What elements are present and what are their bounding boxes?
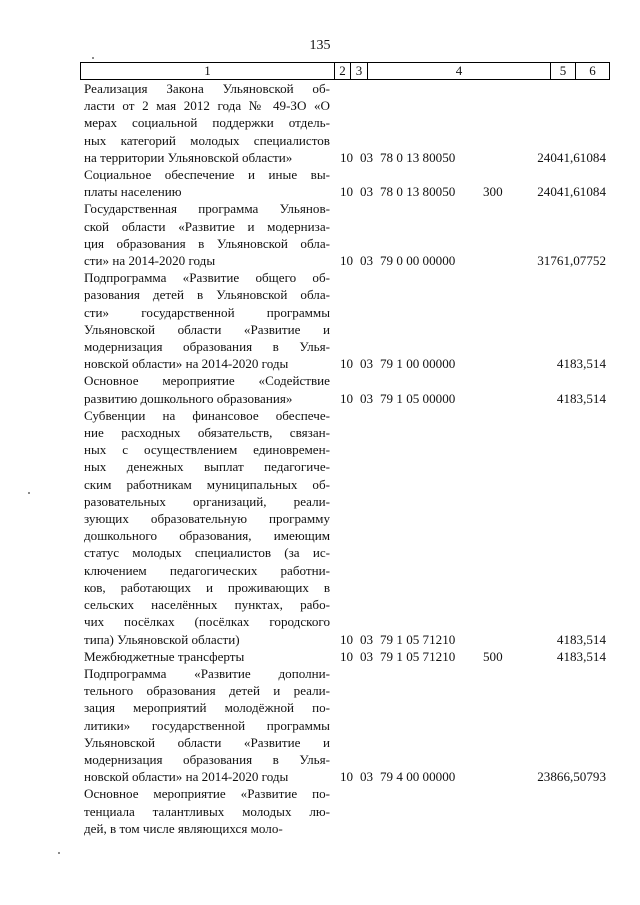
amount: 4183,514: [556, 356, 606, 372]
description-line: ние расходных обязательств, связан-: [84, 425, 330, 441]
description-line: новской области» на 2014-2020 годы: [84, 769, 289, 785]
table-row: [84, 269, 610, 372]
target-article-code: 79 4 00 00000: [380, 769, 456, 785]
table-row: [84, 665, 610, 785]
amount: 23866,50793: [537, 769, 606, 785]
description-line: модернизация образования в Улья-: [84, 339, 330, 355]
header-cell-6: 6: [589, 63, 596, 78]
amount: 4183,514: [556, 631, 606, 647]
description-line: ция образования в Ульяновской обла-: [84, 235, 330, 251]
description-line: сти» государственной программы: [84, 304, 330, 320]
header-cell-2: 2: [335, 63, 351, 79]
section-code: 10: [340, 769, 354, 785]
header-cell-4: 4: [368, 63, 551, 79]
description-line: ков, работающих и проживающих в: [84, 579, 330, 595]
target-article-code: 79 0 00 00000: [380, 253, 456, 269]
row-description: [84, 785, 330, 837]
subsection-code: 03: [360, 648, 374, 664]
description-line: зующих образовательную программу: [84, 511, 330, 527]
description-line: ласти от 2 мая 2012 года № 49-ЗО «О: [84, 98, 330, 114]
target-article-code: 79 1 05 71210: [380, 648, 456, 664]
section-code: 10: [340, 631, 354, 647]
scan-mark: [92, 57, 94, 59]
section-code: 10: [340, 356, 354, 372]
page-number: 135: [309, 38, 331, 53]
subsection-code: 03: [360, 184, 374, 200]
table-row: [84, 648, 610, 665]
description-line: новской области» на 2014-2020 годы: [84, 356, 289, 372]
description-line: модернизация образования в Улья-: [84, 751, 330, 767]
subsection-code: 03: [360, 631, 374, 647]
description-line: тенциала талантливых молодых лю-: [84, 803, 330, 819]
row-description: [84, 665, 330, 785]
description-line: сти» на 2014-2020 годы: [84, 253, 216, 269]
target-article-code: 79 1 05 71210: [380, 631, 456, 647]
row-description: [84, 407, 330, 648]
subsection-code: 03: [360, 149, 374, 165]
subsection-code: 03: [360, 356, 374, 372]
description-line: Ульяновской области «Развитие и: [84, 321, 330, 337]
description-line: ключением педагогических работни-: [84, 562, 330, 578]
row-description: [84, 372, 330, 406]
description-line: литики» государственной программы: [84, 717, 330, 733]
amount: 24041,61084: [537, 184, 606, 200]
row-description: [84, 166, 330, 200]
description-line: дей, в том числе являющихся моло-: [84, 820, 283, 836]
table-header-row: [80, 62, 610, 80]
target-article-code: 78 0 13 80050: [380, 184, 456, 200]
description-line: разования детей в Ульяновской обла-: [84, 287, 330, 303]
expense-type-code: 500: [483, 648, 503, 664]
description-line: Основное мероприятие «Развитие по-: [84, 786, 330, 802]
table-row: [84, 80, 610, 166]
description-line: Субвенции на финансовое обеспече-: [84, 407, 330, 423]
subsection-code: 03: [360, 390, 374, 406]
description-line: развитию дошкольного образования»: [84, 390, 293, 406]
description-line: на территории Ульяновской области»: [84, 149, 293, 165]
description-line: ных денежных выплат педагогиче-: [84, 459, 330, 475]
target-article-code: 78 0 13 80050: [380, 149, 456, 165]
header-cell-5: 5: [551, 63, 576, 79]
expense-type-code: 300: [483, 184, 503, 200]
description-line: зация мероприятий молодёжной по-: [84, 700, 330, 716]
amount: 24041,61084: [537, 149, 606, 165]
row-description: [84, 269, 330, 372]
table-row: [84, 166, 610, 200]
description-line: Межбюджетные трансферты: [84, 648, 245, 664]
description-line: разовательных организаций, реали-: [84, 493, 330, 509]
table-body: [84, 80, 610, 837]
description-line: дошкольного образования, имеющим: [84, 528, 330, 544]
description-line: ных с осуществлением единовремен-: [84, 442, 330, 458]
header-cell-1: 1: [81, 63, 335, 79]
amount: 4183,514: [556, 390, 606, 406]
description-line: ской области «Развитие и модерниза-: [84, 218, 330, 234]
description-line: Государственная программа Ульянов-: [84, 201, 330, 217]
description-line: Социальное обеспечение и иные вы-: [84, 167, 330, 183]
description-line: Основное мероприятие «Содействие: [84, 373, 330, 389]
description-line: сельских населённых пунктах, рабо-: [84, 597, 330, 613]
amount: 31761,07752: [537, 253, 606, 269]
amount: 4183,514: [556, 648, 606, 664]
description-line: Подпрограмма «Развитие общего об-: [84, 270, 330, 286]
description-line: платы населению: [84, 184, 182, 200]
description-line: типа) Ульяновской области): [84, 631, 240, 647]
section-code: 10: [340, 253, 354, 269]
table-row: [84, 200, 610, 269]
subsection-code: 03: [360, 769, 374, 785]
row-description: [84, 80, 330, 166]
table-row: [84, 785, 610, 837]
description-line: Подпрограмма «Развитие дополни-: [84, 665, 330, 681]
section-code: 10: [340, 648, 354, 664]
section-code: 10: [340, 390, 354, 406]
description-line: статус молодых специалистов (за ис-: [84, 545, 330, 561]
description-line: тельного образования детей и реали-: [84, 683, 330, 699]
section-code: 10: [340, 184, 354, 200]
description-line: мерах социальной поддержки отдель-: [84, 115, 330, 131]
description-line: ским работникам муниципальных об-: [84, 476, 330, 492]
description-line: ных категорий молодых специалистов: [84, 132, 330, 148]
scan-mark: [58, 852, 60, 854]
target-article-code: 79 1 05 00000: [380, 390, 456, 406]
table-row: [84, 407, 610, 648]
target-article-code: 79 1 00 00000: [380, 356, 456, 372]
header-cell-3: 3: [351, 63, 368, 79]
table-row: [84, 372, 610, 406]
scan-mark: [28, 492, 30, 494]
row-description: [84, 648, 330, 665]
row-description: [84, 200, 330, 269]
description-line: Реализация Закона Ульяновской об-: [84, 81, 330, 96]
subsection-code: 03: [360, 253, 374, 269]
description-line: чих посёлках (посёлках городского: [84, 614, 330, 630]
description-line: Ульяновской области «Развитие и: [84, 734, 330, 750]
section-code: 10: [340, 149, 354, 165]
